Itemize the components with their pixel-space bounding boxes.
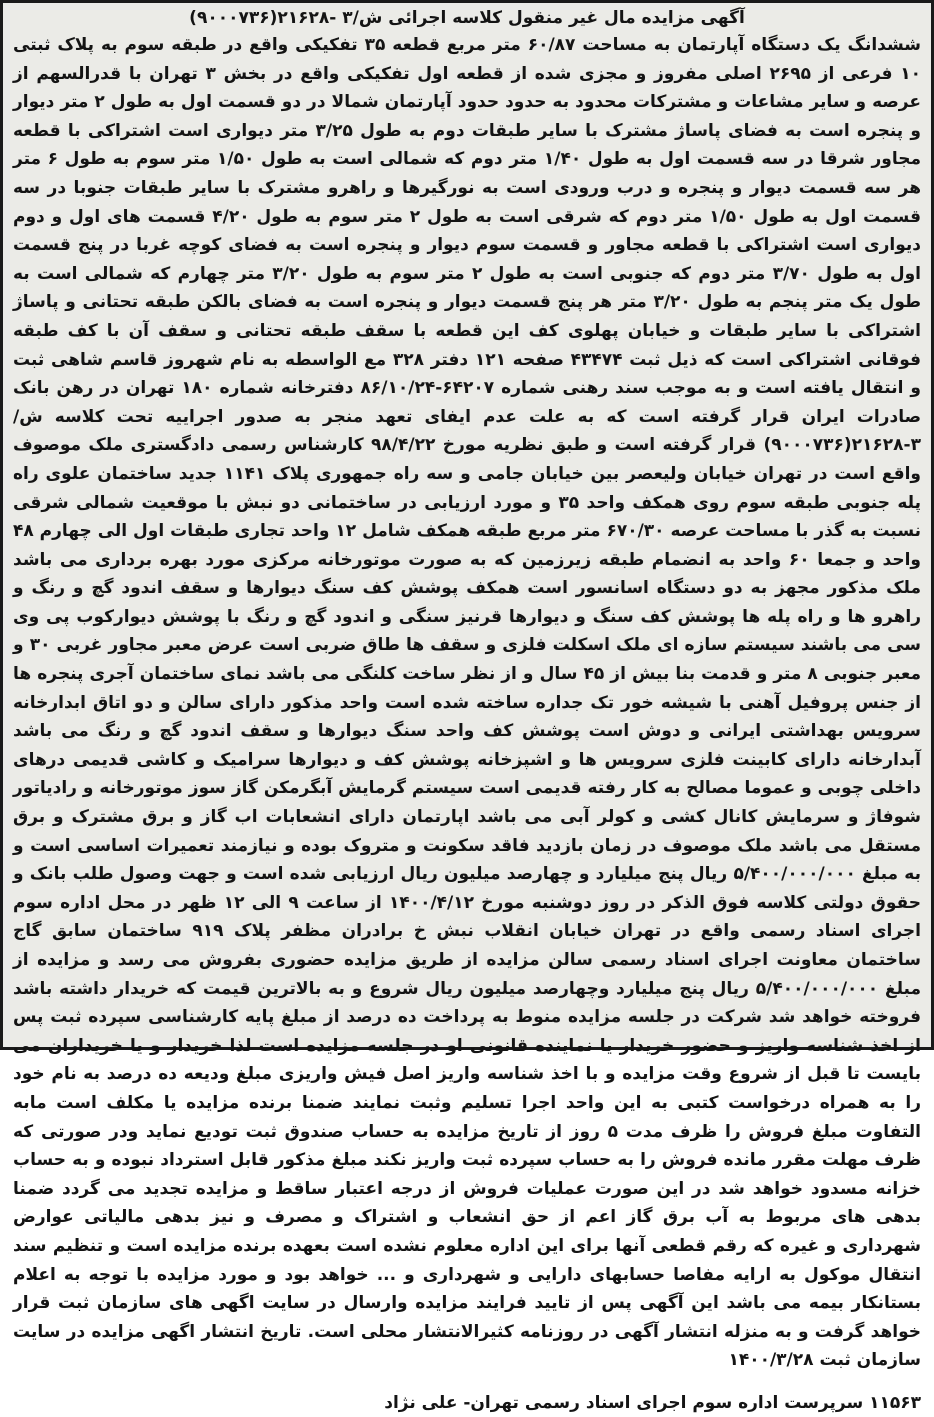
notice-title: آگهی مزایده مال غیر منقول کلاسه اجرائی ش/۳ -۲۱۶۲۸(۹۰۰۰۷۳۶) xyxy=(189,8,745,28)
notice-body: ششدانگ یک دستگاه آپارتمان به مساحت ۶۰/۸۷ متر مربع قطعه ۳۵ تفکیکی واقع در طبقه سوم به پلاک ثبتی ۱۰ فرعی از ۲۶۹۵ اصلی مفروز و مجزی شده از قطعه اول تفکیکی واقع در بخش ۳ تهران با قدرالسهم از عرصه و سایر مشاعات و مشترکات محدود به حدود حدود آپارتمان شمالا در دو قسمت اول به طول ۲ متر دیوار و پنجره است به فضای پاساژ مشترک با سایر طبقات دوم به طول ۳/۲۵ متر دیواری است اشتراکی با قطعه مجاور شرقا در سه قسمت اول به طول ۱/۴۰ متر دوم که شمالی است به طول ۱/۵۰ متر سوم به طول ۶ متر هر سه قسمت دیوار و پنجره و درب ورودی است به نورگیرها و راهرو مشترک با سایر طبقات جنوبا در سه قسمت اول به طول ۱/۵۰ متر دوم که شرقی است به طول ۲ متر سوم به طول ۴/۲۰ قسمت های اول و دوم دیواری است اشتراکی با قطعه مجاور و قسمت سوم دیوار و پنجره است به فضای کوچه غربا در پنج قسمت اول به طول ۳/۷۰ متر دوم که جنوبی است به طول ۲ متر سوم به طول ۳/۲۰ متر چهارم که شمالی است به طول یک متر پنجم به طول ۳/۲۰ متر هر پنج قسمت دیوار و پنجره است به فضای بالکن طبقه تحتانی و پاساژ اشتراکی با سایر طبقات و خیابان پهلوی کف این قطعه با سقف طبقه تحتانی و سقف آن با کف طبقه فوقانی اشتراکی است که ذیل ثبت ۴۳۴۷۴ صفحه ۱۲۱ دفتر ۳۲۸ مع الواسطه به نام شهروز قاسم شاهی ثبت و انتقال یافته است و به موجب سند رهنی شماره ۶۴۲۰۷-۸۶/۱۰/۲۴ دفترخانه شماره ۱۸۰ تهران در رهن بانک صادرات ایران قرار گرفته است که به علت عدم ایفای تعهد منجر به صدور اجراییه تحت کلاسه ش/۳-۲۱۶۲۸(۹۰۰۰۷۳۶) قرار گرفته است و طبق نظریه مورخ ۹۸/۴/۲۲ کارشناس رسمی دادگستری ملک موصوف واقع است در تهران خیابان ولیعصر بین خیابان جامی و سه راه جمهوری پلاک ۱۱۴۱ جدید ساختمان علوی راه پله جنوبی طبقه سوم روی همکف واحد ۳۵ و مورد ارزیابی در ساختمانی دو نبش با موقعیت شمالی شرقی نسبت به گذر با مساحت عرصه ۶۷۰/۳۰ متر مربع طبقه همکف شامل ۱۲ واحد تجاری طبقات اول الی چهارم ۴۸ واحد و جمعا ۶۰ واحد به انضمام طبقه زیرزمین که به صورت موتورخانه مرکزی مورد بهره برداری می باشد ملک مذکور مجهز به دو دستگاه اسانسور است همکف پوشش کف سنگ دیوارها و سقف اندود گچ و رنگ و راهرو ها و راه پله ها پوشش کف سنگ و دیوارها قرنیز سنگی و اندود گچ و رنگ با پوشش دیوارکوب پی وی سی می باشند سیستم سازه ای ملک اسکلت فلزی و سقف ها طاق ضربی است عرض معبر مجاور غربی ۳۰ و معبر جنوبی ۸ متر و قدمت بنا بیش از ۴۵ سال و از نظر ساخت کلنگی می باشد نمای ساختمان آجری پنجره ها از جنس پروفیل آهنی با شیشه خور تک جداره ساخته شده است واحد مذکور دارای سالن و دو اتاق ابدارخانه سرویس بهداشتی ایرانی و دوش است پوشش کف واحد سنگ دیوارها و سقف اندود گچ و رنگ می باشد آبدارخانه دارای کابینت فلزی سرویس ها و اشپزخانه پوشش کف و دیوارها سرامیک و کاشی قدیمی درهای داخلی چوبی و عموما مصالح به کار رفته قدیمی است سیستم گرمایش آبگرمکن گاز سوز موتورخانه و رادیاتور شوفاژ و سرمایش کانال کشی و کولر آبی می باشد اپارتمان دارای انشعابات اب گاز و برق مشترک و برق مستقل می باشد ملک موصوف در زمان بازدید فاقد سکونت و متروک بوده و نیازمند تعمیرات اساسی است و به مبلغ ۵/۴۰۰/۰۰۰/۰۰۰ ریال پنج میلیارد و چهارصد میلیون ریال ارزیابی شده است و جهت وصول طلب بانک و حقوق دولتی کلاسه فوق الذکر در روز دوشنبه مورخ ۱۴۰۰/۴/۱۲ از ساعت ۹ الی ۱۲ ظهر در محل اداره سوم اجرای اسناد رسمی واقع در تهران خیابان انقلاب نبش خ برادران مظفر پلاک ۹۱۹ ساختمان سابق گاج ساختمان معاونت اجرای اسناد رسمی سالن مزایده از طریق مزایده حضوری بفروش می رسد و مزایده از مبلغ ۵/۴۰۰/۰۰۰/۰۰۰ ریال پنج میلیارد وچهارصد میلیون ریال شروع و به بالاترین قیمت که خریدار داشته باشد فروخته خواهد شد شرکت در جلسه مزایده منوط به پرداخت ده درصد از مبلغ پایه کارشناسی سپرده ثبت پس از اخذ شناسه واریز و حضور خریدار یا نماینده قانونی او در جلسه مزایده است لذا خریدار و یا خریداران می بایست تا قبل از شروع وقت مزایده و با اخذ شناسه واریز اصل فیش واریزی مبلغ ودیعه ده درصد به نام خود را به همراه درخواست کتبی به این واحد اجرا تسلیم وثبت نمایند ضمنا برنده مزایده یا مکلف است مابه التفاوت مبلغ فروش را ظرف مدت ۵ روز از تاریخ مزایده به حساب صندوق ثبت تودیع نماید ودر صورتی که ظرف مهلت مقرر مانده فروش را به حساب سپرده ثبت واریز نکند مبلغ مذکور قابل استرداد نبوده و به حساب خزانه مسدود خواهد شد در این صورت عملیات فروش از درجه اعتبار ساقط و مزایده تجدید می گردد ضمنا بدهی های مربوط به آب برق گاز اعم از حق انشعاب و اشتراک و مصرف و نیز بدهی مالیاتی عوارض شهرداری و غیره که رقم قطعی آنها برای این اداره معلوم نشده است بعهده برنده مزایده است و تنظیم سند انتقال موکول به ارایه مفاصا حسابهای دارایی و شهرداری و ... خواهد بود و مورد مزایده با توجه به اعلام بستانکار بیمه می باشد این آگهی پس از تایید فرایند مزایده وارسال در سایت اگهی های سازمان ثبت قرار خواهد گرفت و به منزله انتشار آگهی در روزنامه کثیرالانتشار محلی است. تاریخ انتشار اگهی مزایده در سایت سازمان ثبت ۱۴۰۰/۳/۲۸ xyxy=(13,35,922,1371)
notice-footer: ۱۱۵۶۳ سرپرست اداره سوم اجرای اسناد رسمی تهران- علی نژاد xyxy=(384,1392,921,1413)
